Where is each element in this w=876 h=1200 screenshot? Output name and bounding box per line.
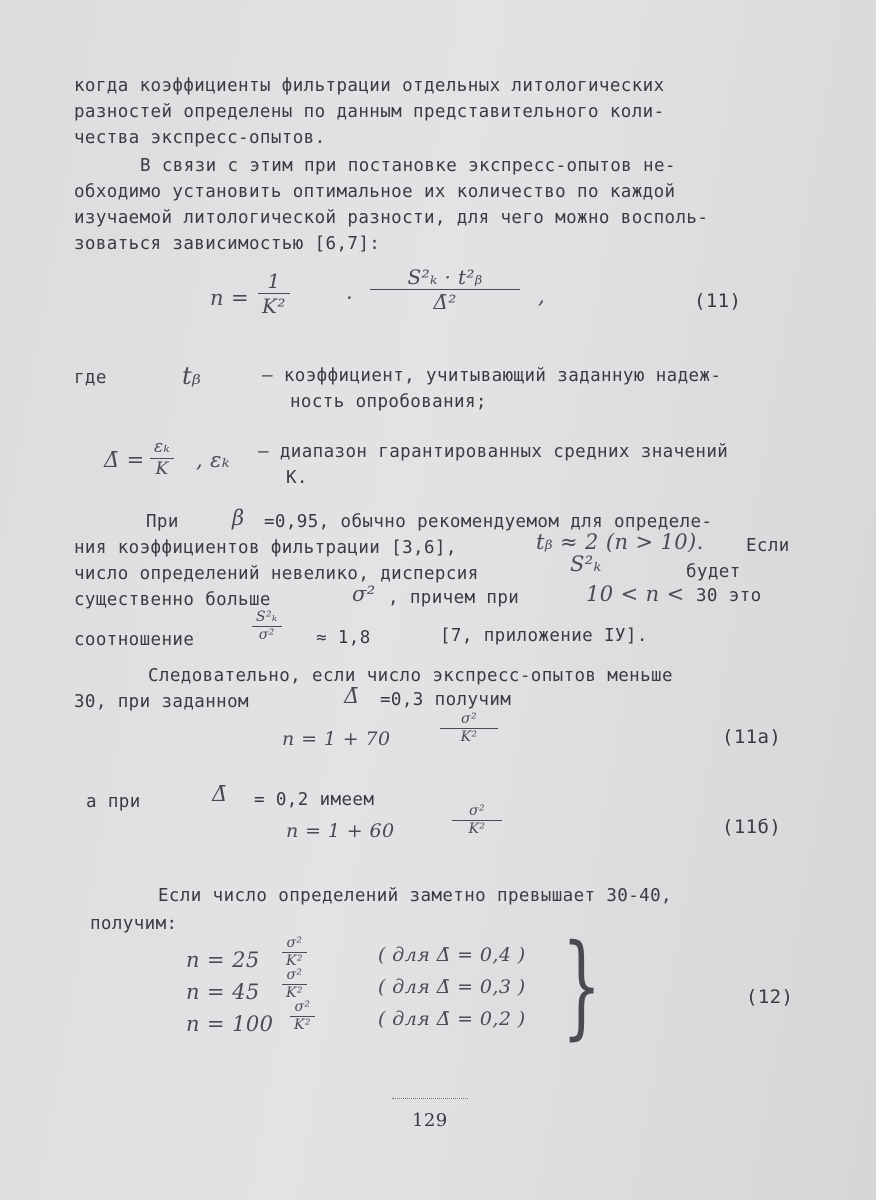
eq12-row1-fraction [282,936,307,970]
eq11-f2-den: Δ̄² [433,290,457,314]
eq12-row2-fraction [282,968,307,1002]
eq11-comma: , [538,284,546,308]
eq11b-lhs: n = 1 + 60 [286,820,395,842]
where-label: где [74,368,107,388]
equation-number: (11) [694,290,742,312]
text-line: К. [286,468,308,488]
text-line: разностей определены по данным представительного коли- [74,102,665,122]
handwritten-formula: 10 < n < [586,582,685,606]
text-fragment: =0,3 получим [380,690,512,710]
t-beta-symbol: tᵦ [182,362,202,390]
eq11a-fraction [440,712,498,746]
text-line: – диапазон гарантированных средних значений [258,442,729,462]
delta-symbol: Δ̄ [344,684,360,708]
text-fragment: =0,95, обычно рекомендуемом для определе- [264,512,713,532]
delta-den: K [155,458,169,479]
text-line: Следовательно, если число экспресс-опытов меньше [148,666,673,686]
delta-num: εₖ [154,437,171,457]
eq11a-num: σ² [461,711,477,727]
text-line: ность опробования; [290,392,487,412]
text-line: обходимо установить оптимальное их количество по каждой [74,182,676,202]
text-line: изучаемой литологической разности, для чего можно восполь- [74,208,709,228]
delta-symbol: Δ̄ [212,782,228,806]
eq12-row3-lhs: n = 100 [186,1012,274,1036]
eq11-fraction-1 [258,270,290,317]
handwritten-symbol: σ² [352,582,376,606]
eq12-row1-num: σ² [286,935,303,951]
text-line: В связи с этим при постановке экспресс-опытов не- [140,156,676,176]
system-brace: } [562,921,602,1051]
eq12-row2-num: σ² [286,967,303,983]
text-fragment: 30 это [696,586,762,606]
text-fragment: 30, при заданном [74,692,249,712]
text-fragment: существенно больше [74,590,271,610]
text-line: когда коэффициенты фильтрации отдельных литологических [74,76,665,96]
text-fragment: , причем при [388,588,520,608]
text-fragment: а при [86,792,141,812]
text-fragment: [7, приложение IУ]. [440,626,648,646]
eq12-row1-condition: ( для Δ̄ = 0,4 ) [378,944,526,966]
text-line: Если число определений заметно превышает 30-40, [158,886,672,906]
eq12-row3-fraction [290,1000,315,1034]
eq11-f1-den: K² [262,294,286,318]
ratio-num: S²ₖ [256,609,278,625]
eq11-dot: · [346,286,354,310]
eq12-row2-lhs: n = 45 [186,980,260,1004]
eq12-row2-condition: ( для Δ̄ = 0,3 ) [378,976,526,998]
eq12-row1-lhs: n = 25 [186,948,260,972]
eq11-lhs: n = [210,286,249,310]
eq11b-fraction [452,804,502,838]
text-fragment: Если [746,536,790,556]
beta-symbol: β [232,506,245,530]
handwritten-symbol: S²ₖ [570,552,602,576]
eq11a-den: K² [460,729,478,746]
text-line: получим: [90,914,178,934]
equation-number: (11б) [722,816,782,838]
text-fragment: При [146,512,179,532]
text-fragment: = 0,2 имеем [254,790,375,810]
equation-number: (11а) [722,726,782,748]
text-line: – коэффициент, учитывающий заданную надеж- [262,366,722,386]
page-number: 129 [412,1110,448,1131]
eq12-row2-den: K² [286,985,303,1002]
delta-fraction [150,438,174,478]
text-fragment: соотношение [74,630,195,650]
text-fragment: будет [686,562,741,582]
delta-lhs: Δ̄ = [104,448,145,472]
eq11a-lhs: n = 1 + 70 [282,728,391,750]
text-fragment: ≈ 1,8 [316,628,371,648]
text-line: зоваться зависимостью [6,7]: [74,234,381,254]
eq12-row3-condition: ( для Δ̄ = 0,2 ) [378,1008,526,1030]
text-line: чества экспресс-опытов. [74,128,326,148]
eq12-row3-den: K² [294,1017,311,1034]
equation-number: (12) [746,986,794,1008]
ratio-den: σ² [258,627,275,644]
text-fragment: ния коэффициентов фильтрации [3,6], [74,538,457,558]
eq11-f1-num: 1 [267,269,281,293]
eq12-row1-den: K² [286,953,303,970]
eq12-row3-num: σ² [294,999,311,1015]
eq11-f2-num: S²ₖ · t²ᵦ [407,265,483,289]
eq11-fraction-2 [370,266,520,313]
handwritten-formula: tᵦ ≈ 2 (n > 10). [536,530,704,554]
eq11b-num: σ² [469,803,485,819]
epsilon-k-symbol: , εₖ [196,448,230,472]
text-fragment: число определений невелико, дисперсия [74,564,479,584]
footer-divider [392,1098,468,1099]
ratio-fraction [252,610,282,644]
eq11b-den: K² [468,821,486,838]
